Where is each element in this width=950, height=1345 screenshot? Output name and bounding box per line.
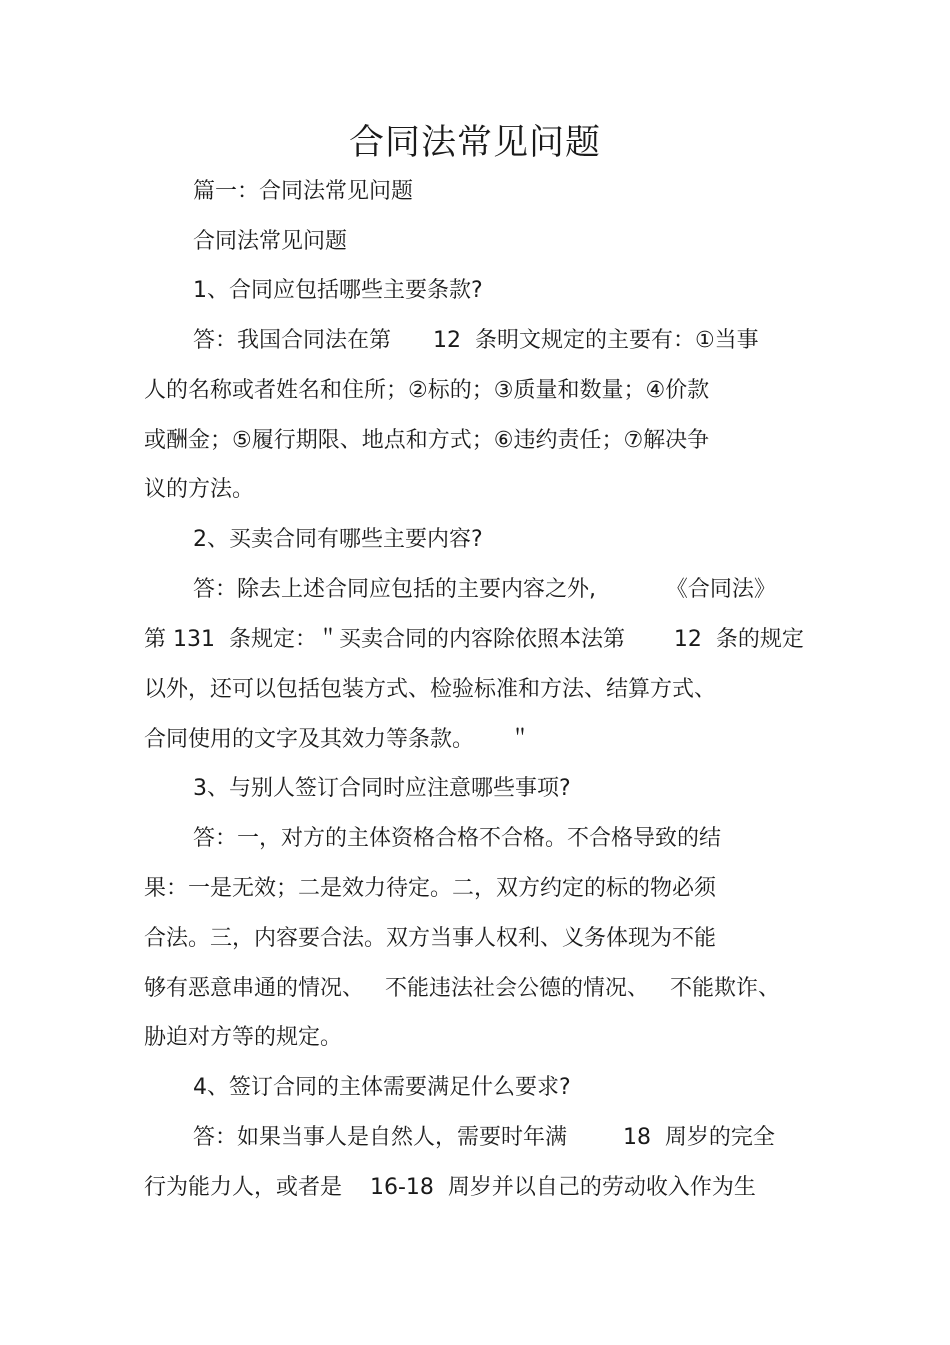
question-1: 1、合同应包括哪些主要条款? [193,278,483,303]
answer-1-line-4: 议的方法。 [144,477,255,502]
answer-1-line-1: 答：我国合同法在第 12 条明文规定的主要有：①当事 [193,328,759,353]
question-3: 3、与别人签订合同时应注意哪些事项? [193,776,571,801]
answer-2-line-2: 第 131 条规定：＂买卖合同的内容除依照本法第 12 条的规定 [144,627,804,652]
question-4: 4、签订合同的主体需要满足什么要求? [193,1075,571,1100]
answer-4-line-2: 行为能力人，或者是 16-18 周岁并以自己的劳动收入作为生 [144,1175,756,1200]
answer-2-line-4: 合同使用的文字及其效力等条款。 ＂ [144,727,531,752]
answer-4-line-1: 答：如果当事人是自然人，需要时年满 18 周岁的完全 [193,1125,775,1150]
answer-3-line-2: 果：一是无效；二是效力待定。二，双方约定的标的物必须 [144,876,717,901]
answer-3-line-5: 胁迫对方等的规定。 [144,1025,343,1050]
subheading: 合同法常见问题 [193,229,348,254]
answer-3-line-3: 合法。三，内容要合法。双方当事人权利、义务体现为不能 [144,926,717,951]
document-title: 合同法常见问题 [348,123,601,163]
section-heading: 篇一：合同法常见问题 [193,179,414,204]
answer-2-line-1: 答：除去上述合同应包括的主要内容之外, 《合同法》 [193,577,776,602]
question-2: 2、买卖合同有哪些主要内容? [193,527,483,552]
answer-2-line-3: 以外，还可以包括包装方式、检验标准和方法、结算方式、 [144,677,717,702]
answer-1-line-3: 或酬金；⑤履行期限、地点和方式；⑥违约责任；⑦解决争 [144,428,710,453]
answer-1-line-2: 人的名称或者姓名和住所；②标的；③质量和数量；④价款 [144,378,710,403]
answer-3-line-1: 答：一，对方的主体资格合格不合格。不合格导致的结 [193,826,722,851]
answer-3-line-4: 够有恶意串通的情况、 不能违法社会公德的情况、 不能欺诈、 [144,976,780,1001]
